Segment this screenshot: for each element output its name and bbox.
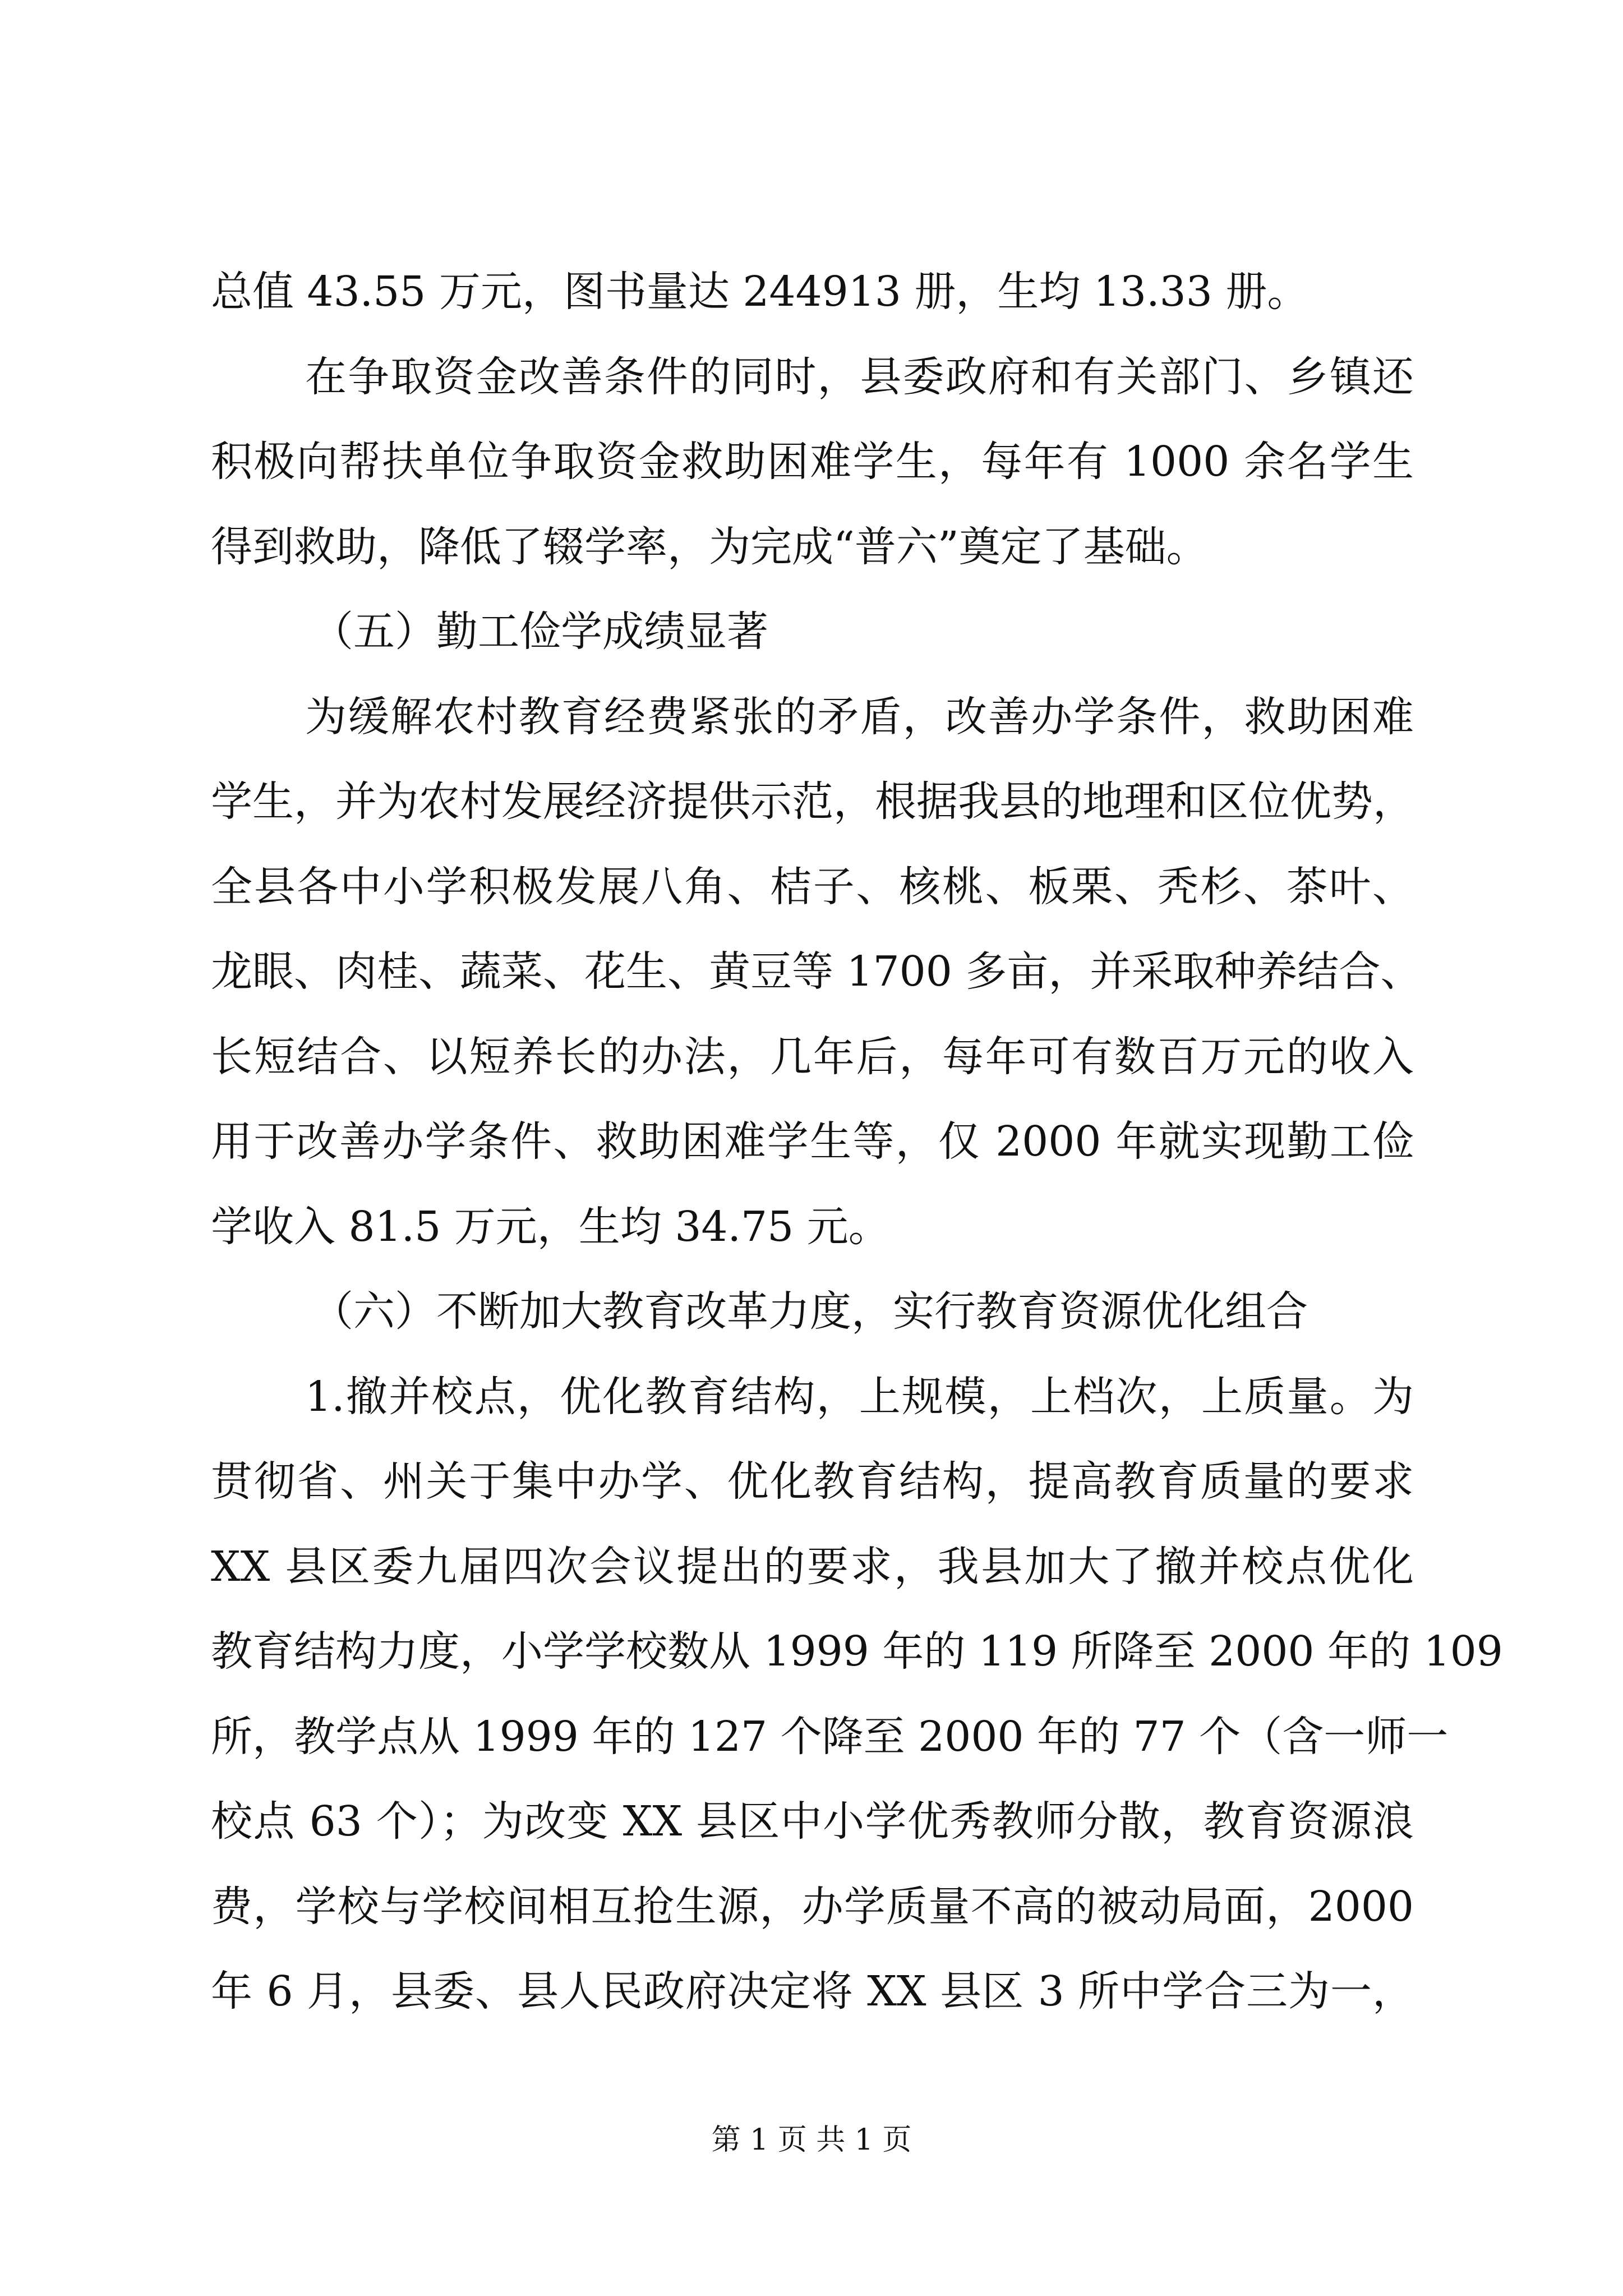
paragraph-line: 学收入 81.5 万元，生均 34.75 元。 xyxy=(211,1202,890,1251)
paragraph-line: 教育结构力度，小学学校数从 1999 年的 119 所降至 2000 年的 109 xyxy=(211,1627,1503,1676)
paragraph-line: 学生，并为农村发展经济提供示范，根据我县的地理和区位优势， xyxy=(211,777,1414,826)
paragraph-line: 总值 43.55 万元，图书量达 244913 册，生均 13.33 册。 xyxy=(211,268,1309,316)
paragraph-line: 长短结合、以短养长的办法，几年后，每年可有数百万元的收入 xyxy=(211,1032,1414,1081)
paragraph-line: 贯彻省、州关于集中办学、优化教育结构，提高教育质量的要求 xyxy=(211,1457,1414,1506)
document-body xyxy=(211,250,1503,2035)
paragraph-line: 校点 63 个）；为改变 XX 县区中小学优秀教师分散，教育资源浪 xyxy=(211,1797,1414,1846)
paragraph-line: 全县各中小学积极发展八角、桔子、核桃、板栗、秃杉、茶叶、 xyxy=(211,862,1414,911)
paragraph-line: 积极向帮扶单位争取资金救助困难学生，每年有 1000 余名学生 xyxy=(211,438,1414,486)
paragraph-line: 费，学校与学校间相互抢生源，办学质量不高的被动局面，2000 xyxy=(211,1882,1414,1931)
page-number-footer: 第 1 页 共 1 页 xyxy=(711,2123,912,2157)
paragraph-line: 用于改善办学条件、救助困难学生等，仅 2000 年就实现勤工俭 xyxy=(211,1117,1414,1166)
paragraph-line: 所，教学点从 1999 年的 127 个降至 2000 年的 77 个（含一师一 xyxy=(211,1712,1449,1761)
section-heading: （六）不断加大教育改革力度，实行教育资源优化组合 xyxy=(312,1287,1308,1336)
paragraph-line: 年 6 月，县委、县人民政府决定将 XX 县区 3 所中学合三为一， xyxy=(211,1967,1414,2016)
paragraph-line: 为缓解农村教育经费紧张的矛盾，改善办学条件，救助困难 xyxy=(305,692,1414,741)
paragraph-line: 1.撤并校点，优化教育结构，上规模，上档次，上质量。为 xyxy=(305,1372,1414,1421)
paragraph-line: 龙眼、肉桂、蔬菜、花生、黄豆等 1700 多亩，并采取种养结合、 xyxy=(211,947,1422,996)
paragraph-line: 得到救助，降低了辍学率，为完成“普六”奠定了基础。 xyxy=(211,522,1208,571)
paragraph-line: 在争取资金改善条件的同时，县委政府和有关部门、乡镇还 xyxy=(305,352,1414,401)
paragraph-line: XX 县区委九届四次会议提出的要求，我县加大了撤并校点优化 xyxy=(211,1542,1414,1591)
section-heading: （五）勤工俭学成绩显著 xyxy=(312,608,768,656)
